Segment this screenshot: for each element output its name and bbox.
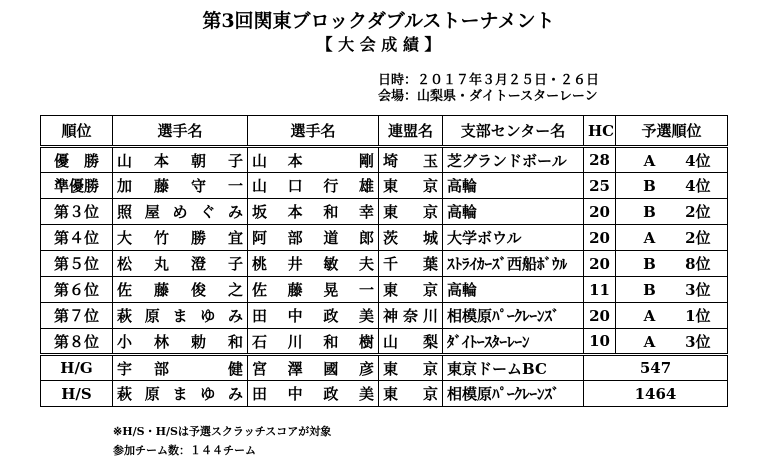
prelim-position: 4位 [685, 151, 711, 170]
prelim-cell [616, 251, 728, 277]
header-hc: HC [584, 116, 616, 147]
special-label-cell: H/G [41, 355, 113, 381]
rank-cell: 第５位 [41, 251, 113, 277]
center-cell: 高輪 [443, 173, 584, 199]
header-rank: 順位 [41, 116, 113, 147]
rank-cell: 第３位 [41, 199, 113, 225]
table-row [41, 303, 728, 329]
player1-cell: 萩原まゆみ [113, 381, 248, 407]
federation-cell: 東 京 [379, 355, 443, 381]
federation-cell: 茨 城 [379, 225, 443, 251]
prelim-position: 3位 [685, 332, 711, 351]
center-cell: 相模原ﾊﾟｰｸﾚｰﾝｽﾞ [443, 303, 584, 329]
prelim-position: 3位 [685, 281, 711, 299]
center-cell: 芝グランドボール [443, 147, 584, 173]
venue-line: 会場：山梨県・ダイトースターレーン [378, 89, 598, 104]
rank-cell: 優 勝 [41, 147, 113, 173]
federation-cell: 千 葉 [379, 251, 443, 277]
page-subtitle: 【 大 会 成 績 】 [316, 35, 441, 54]
player1-cell: 萩原まゆみ [113, 303, 248, 329]
player2-cell: 石川和樹 [248, 329, 379, 355]
federation-cell: 東 京 [379, 277, 443, 303]
hc-cell: 10 [584, 329, 616, 355]
player1-cell: 山本朝子 [113, 147, 248, 173]
header-row [41, 116, 728, 147]
player2-cell: 阿部道郎 [248, 225, 379, 251]
note-teams: 参加チーム数：１４４チーム [113, 444, 256, 457]
hc-cell: 20 [584, 199, 616, 225]
prelim-position: 1位 [685, 307, 711, 325]
header-center: 支部センター名 [443, 116, 584, 147]
table-row [41, 277, 728, 303]
hc-cell: 20 [584, 303, 616, 329]
hc-cell: 11 [584, 277, 616, 303]
table-row [41, 251, 728, 277]
hc-cell: 28 [584, 147, 616, 173]
center-cell: ﾀﾞｲﾄｰｽﾀｰﾚｰﾝ [443, 329, 584, 355]
score-cell: 1464 [584, 381, 728, 407]
header-prelim: 予選順位 [616, 116, 728, 147]
prelim-group: A [643, 229, 656, 247]
header-player2: 選手名 [248, 116, 379, 147]
prelim-position: 8位 [685, 255, 711, 273]
prelim-cell [616, 199, 728, 225]
note-scratch: ※H/S・H/Sは予選スクラッチスコアが対象 [113, 425, 332, 438]
prelim-cell [616, 147, 728, 173]
player2-cell: 佐藤晃一 [248, 277, 379, 303]
federation-cell: 東 京 [379, 381, 443, 407]
player1-cell: 大竹勝宜 [113, 225, 248, 251]
table-row [41, 147, 728, 173]
federation-cell: 山 梨 [379, 329, 443, 355]
special-label-cell: H/S [41, 381, 113, 407]
player1-cell: 佐藤俊之 [113, 277, 248, 303]
prelim-group: A [643, 151, 656, 170]
header-player1: 選手名 [113, 116, 248, 147]
table-row [41, 173, 728, 199]
center-cell: 相模原ﾊﾟｰｸﾚｰﾝｽﾞ [443, 381, 584, 407]
table-row [41, 329, 728, 355]
score-cell: 547 [584, 355, 728, 381]
special-row [41, 355, 728, 381]
special-row [41, 381, 728, 407]
player2-cell: 桃井敏夫 [248, 251, 379, 277]
player2-cell: 山口行雄 [248, 173, 379, 199]
rank-cell: 第４位 [41, 225, 113, 251]
player1-cell: 松丸澄子 [113, 251, 248, 277]
player1-cell: 照屋めぐみ [113, 199, 248, 225]
federation-cell: 神奈川 [379, 303, 443, 329]
federation-cell: 埼 玉 [379, 147, 443, 173]
prelim-group: B [643, 177, 656, 195]
table-row [41, 225, 728, 251]
player1-cell: 加藤守一 [113, 173, 248, 199]
center-cell: 東京ドームBC [443, 355, 584, 381]
player2-cell: 坂本和幸 [248, 199, 379, 225]
prelim-cell [616, 225, 728, 251]
rank-cell: 準優勝 [41, 173, 113, 199]
center-cell: 大学ボウル [443, 225, 584, 251]
prelim-position: 2位 [685, 203, 711, 221]
hc-cell: 25 [584, 173, 616, 199]
prelim-cell [616, 303, 728, 329]
hc-cell: 20 [584, 225, 616, 251]
prelim-group: B [643, 255, 656, 273]
header-federation: 連盟名 [379, 116, 443, 147]
center-cell: 高輪 [443, 277, 584, 303]
center-cell: ｽﾄﾗｲｶｰｽﾞ西船ﾎﾞｳﾙ [443, 251, 584, 277]
page-title: 第3回関東ブロックダブルストーナメント [202, 10, 555, 32]
prelim-group: B [643, 281, 656, 299]
rank-cell: 第６位 [41, 277, 113, 303]
prelim-cell [616, 173, 728, 199]
prelim-group: A [643, 307, 656, 325]
rank-cell: 第８位 [41, 329, 113, 355]
prelim-group: B [643, 203, 656, 221]
rank-cell: 第７位 [41, 303, 113, 329]
hc-cell: 20 [584, 251, 616, 277]
prelim-cell [616, 277, 728, 303]
results-table [40, 115, 728, 407]
table-row [41, 199, 728, 225]
federation-cell: 東 京 [379, 173, 443, 199]
prelim-cell [616, 329, 728, 355]
prelim-position: 4位 [685, 177, 711, 195]
prelim-position: 2位 [685, 229, 711, 247]
player2-cell: 田中政美 [248, 381, 379, 407]
player2-cell: 田中政美 [248, 303, 379, 329]
player1-cell: 宇部 健 [113, 355, 248, 381]
prelim-group: A [643, 332, 656, 351]
player2-cell: 宮澤國彦 [248, 355, 379, 381]
federation-cell: 東 京 [379, 199, 443, 225]
player2-cell: 山本 剛 [248, 147, 379, 173]
date-line: 日時：２０１７年３月２５日・２６日 [378, 73, 600, 88]
player1-cell: 小林勅和 [113, 329, 248, 355]
center-cell: 高輪 [443, 199, 584, 225]
